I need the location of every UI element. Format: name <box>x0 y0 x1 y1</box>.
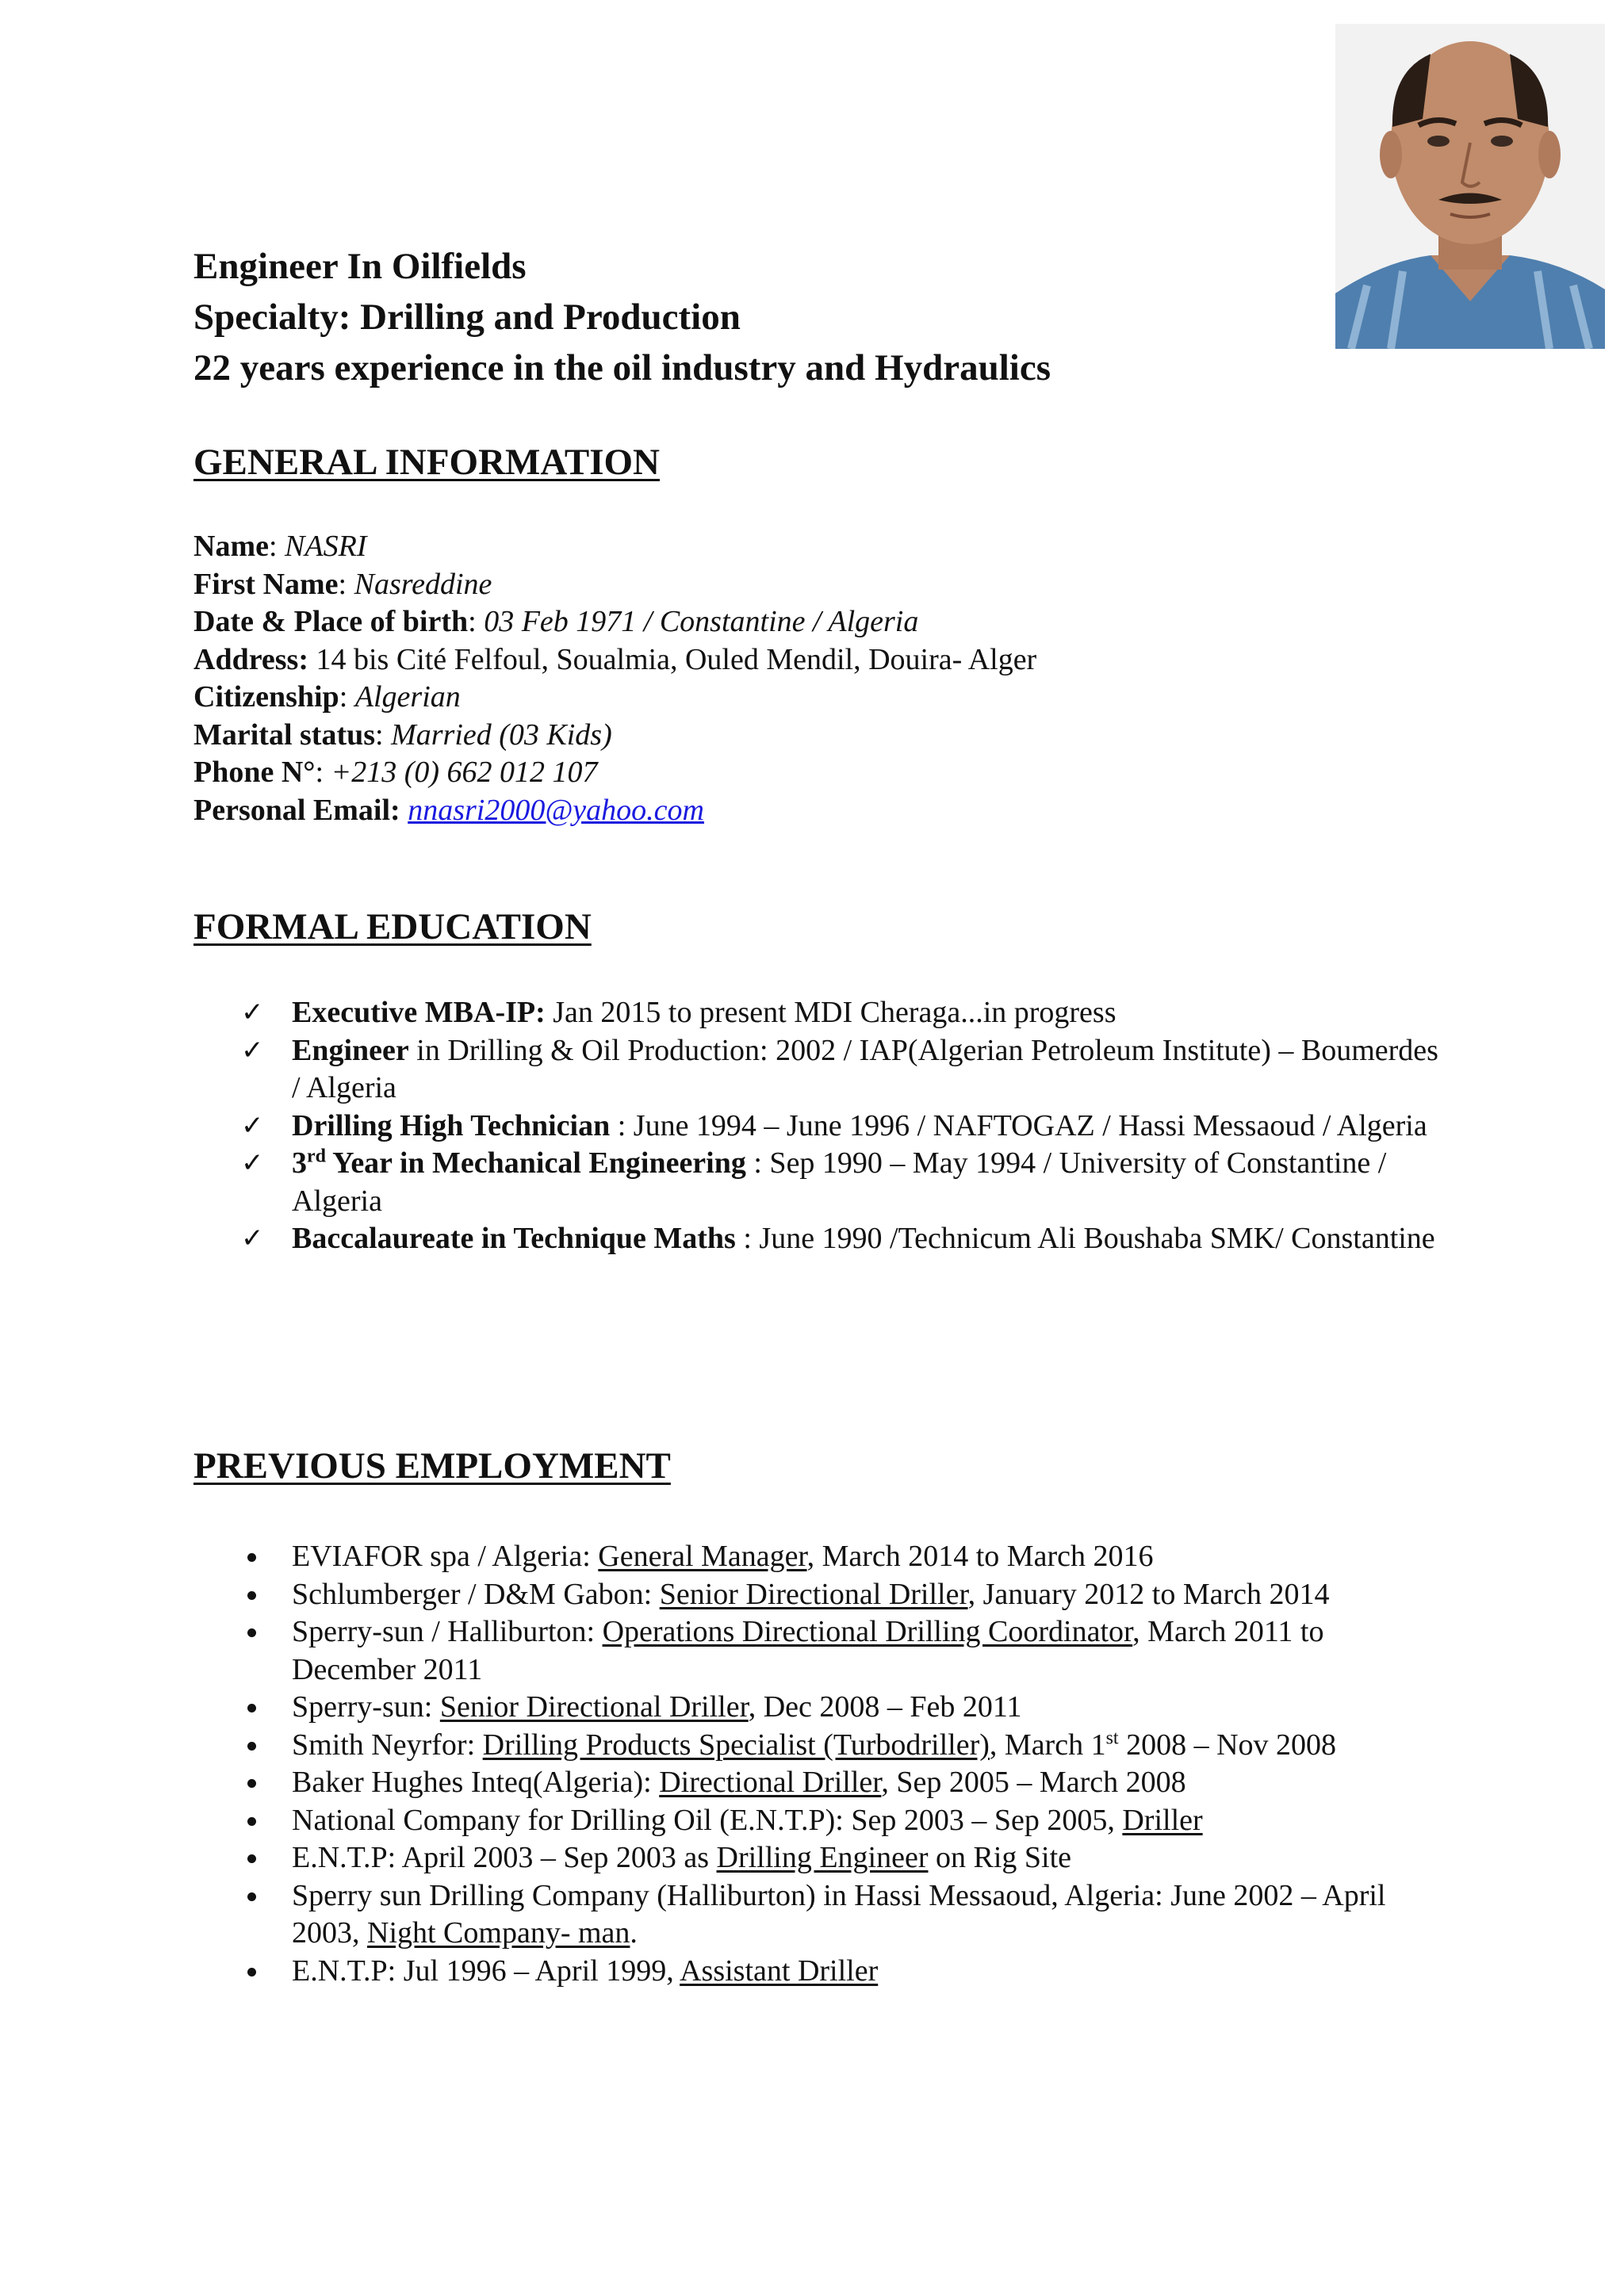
employment-item <box>193 1802 1446 1840</box>
employment-item <box>193 1689 1446 1727</box>
info-first-name: First Name: Nasreddine <box>193 567 492 601</box>
education-item-title: Drilling High Technician <box>292 1108 611 1142</box>
bullet-icon <box>247 1779 256 1788</box>
education-item-title: Baccalaureate in Technique Maths <box>292 1222 736 1255</box>
job-period: , March 2011 to December 2011 <box>292 1615 1324 1686</box>
formal-education-heading: FORMAL EDUCATION <box>193 906 592 947</box>
bullet-icon <box>247 1704 256 1712</box>
job-role: Directional Driller <box>659 1766 882 1799</box>
bullet-icon <box>247 1892 256 1901</box>
ordinal-number: 3 <box>292 1146 307 1180</box>
education-item <box>193 994 1446 1032</box>
education-item-title <box>292 1146 746 1180</box>
employment-item <box>193 1538 1446 1576</box>
employer: Sperry sun Drilling Company (Halliburton) in Hassi Messaoud, Algeria: June 2002 – April 2003, <box>292 1878 1386 1950</box>
headline-title: Engineer In Oilfields <box>193 246 527 287</box>
profile-photo <box>1335 24 1605 349</box>
employer: Schlumberger / D&M Gabon: <box>292 1577 660 1611</box>
checkmark-icon: ✓ <box>241 1034 264 1066</box>
bullet-icon <box>247 1854 256 1863</box>
info-address <box>193 641 1036 679</box>
job-period: , March 2014 to March 2016 <box>806 1540 1154 1573</box>
job-period: , Dec 2008 – Feb 2011 <box>748 1690 1022 1724</box>
education-item-title: Engineer <box>292 1033 409 1067</box>
info-email <box>193 792 1036 830</box>
job-role: Assistant Driller <box>680 1954 879 1988</box>
headline-specialty: Specialty: Drilling and Production <box>193 297 741 338</box>
employer: Sperry-sun / Halliburton: <box>292 1615 603 1648</box>
marital-value: Married (03 Kids) <box>391 718 612 752</box>
address-label: Address: <box>193 642 308 676</box>
education-item-detail: Jan 2015 to present MDI Cheraga...in progress <box>545 996 1116 1029</box>
education-item-detail: : June 1994 – June 1996 / NAFTOGAZ / Hassi Messaoud / Algeria <box>610 1108 1427 1142</box>
education-item <box>193 1032 1446 1108</box>
job-period: on Rig Site <box>928 1841 1072 1874</box>
citizenship-value: Algerian <box>354 680 461 714</box>
job-role: Night Company- man <box>367 1916 630 1950</box>
first-name-label: First Name <box>193 567 339 601</box>
employer: Sperry-sun: <box>292 1690 440 1724</box>
job-role: Senior Directional Driller <box>659 1577 968 1611</box>
job-period: , Sep 2005 – March 2008 <box>881 1766 1186 1799</box>
employment-item <box>193 1576 1446 1614</box>
checkmark-icon: ✓ <box>241 1147 264 1179</box>
headline <box>193 241 1051 393</box>
employment-item <box>193 1613 1446 1689</box>
citizenship-label: Citizenship <box>193 680 339 714</box>
job-period: . <box>630 1916 638 1950</box>
checkmark-icon: ✓ <box>241 1109 264 1142</box>
education-item <box>193 1108 1446 1146</box>
address-value: 14 bis Cité Felfoul, Soualmia, Ouled Mendil, Douira- Alger <box>316 642 1037 676</box>
employment-item <box>193 1839 1446 1877</box>
email-label: Personal Email: <box>193 793 400 827</box>
headline-experience: 22 years experience in the oil industry and Hydraulics <box>193 347 1051 388</box>
employment-list <box>193 1538 1446 1990</box>
info-name: Name: NASRI <box>193 530 367 563</box>
employment-item <box>193 1764 1446 1802</box>
ordinal-suffix: rd <box>307 1146 326 1167</box>
checkmark-icon: ✓ <box>241 997 264 1028</box>
education-item-detail: : June 1990 /Technicum Ali Boushaba SMK/ Constantine <box>735 1222 1435 1255</box>
employment-item <box>193 1953 1446 1991</box>
employer: Baker Hughes Inteq(Algeria): <box>292 1766 660 1799</box>
first-name-value: Nasreddine <box>354 567 492 601</box>
bullet-icon <box>247 1628 256 1637</box>
checkmark-icon: ✓ <box>241 1223 264 1254</box>
marital-label: Marital status <box>193 718 376 752</box>
ordinal-suffix: st <box>1105 1727 1119 1748</box>
phone-label: Phone N° <box>193 756 316 789</box>
job-period-end: 2008 – Nov 2008 <box>1118 1728 1337 1762</box>
education-item-detail: in Drilling & Oil Production: 2002 / IAP(Algerian Petroleum Institute) – Boumerdes / Algeria <box>292 1033 1438 1104</box>
bullet-icon <box>247 1817 256 1826</box>
job-role: General Manager <box>598 1540 807 1573</box>
name-value: NASRI <box>285 530 367 563</box>
employer: E.N.T.P: April 2003 – Sep 2003 as <box>292 1841 717 1874</box>
general-information <box>193 528 1036 829</box>
education-item <box>193 1145 1446 1220</box>
job-role: Operations Directional Drilling Coordinator <box>602 1615 1133 1648</box>
education-item-title: Executive MBA-IP: <box>292 996 546 1029</box>
employer: EVIAFOR spa / Algeria: <box>292 1540 599 1573</box>
birth-label: Date & Place of birth <box>193 605 469 638</box>
bullet-icon <box>247 1553 256 1562</box>
employer: National Company for Drilling Oil (E.N.T.P): Sep 2003 – Sep 2005, <box>292 1803 1123 1837</box>
job-role: Drilling Engineer <box>716 1841 929 1874</box>
employment-item <box>193 1877 1446 1953</box>
bullet-icon <box>247 1591 256 1600</box>
bullet-icon <box>247 1742 256 1751</box>
education-item-title-text: Year in Mechanical Engineering <box>326 1146 746 1180</box>
phone-value: +213 (0) 662 012 107 <box>331 756 598 789</box>
info-marital-status: Marital status: Married (03 Kids) <box>193 718 612 752</box>
employer: E.N.T.P: Jul 1996 – April 1999, <box>292 1954 680 1988</box>
job-role: Drilling Products Specialist (Turbodriller) <box>482 1728 990 1762</box>
bullet-icon <box>247 1968 256 1976</box>
job-period: , March 1 <box>989 1728 1106 1762</box>
birth-value: 03 Feb 1971 / Constantine / Algeria <box>484 605 919 638</box>
email-link[interactable]: nnasri2000@yahoo.com <box>408 793 704 827</box>
job-role: Senior Directional Driller <box>439 1690 749 1724</box>
employment-item <box>193 1727 1446 1765</box>
job-role: Driller <box>1122 1803 1203 1837</box>
info-birth: Date & Place of birth: 03 Feb 1971 / Constantine / Algeria <box>193 605 919 638</box>
info-phone: Phone N°: +213 (0) 662 012 107 <box>193 756 598 789</box>
education-item <box>193 1220 1446 1258</box>
education-list <box>193 994 1446 1258</box>
employer: Smith Neyrfor: <box>292 1728 483 1762</box>
general-information-heading: GENERAL INFORMATION <box>193 442 660 483</box>
job-period: , January 2012 to March 2014 <box>967 1577 1330 1611</box>
previous-employment-heading: PREVIOUS EMPLOYMENT <box>193 1445 671 1487</box>
name-label: Name <box>193 530 269 563</box>
info-citizenship: Citizenship: Algerian <box>193 680 461 714</box>
education-item-detail: : Sep 1990 – May 1994 / University of Constantine / Algeria <box>292 1146 1387 1218</box>
